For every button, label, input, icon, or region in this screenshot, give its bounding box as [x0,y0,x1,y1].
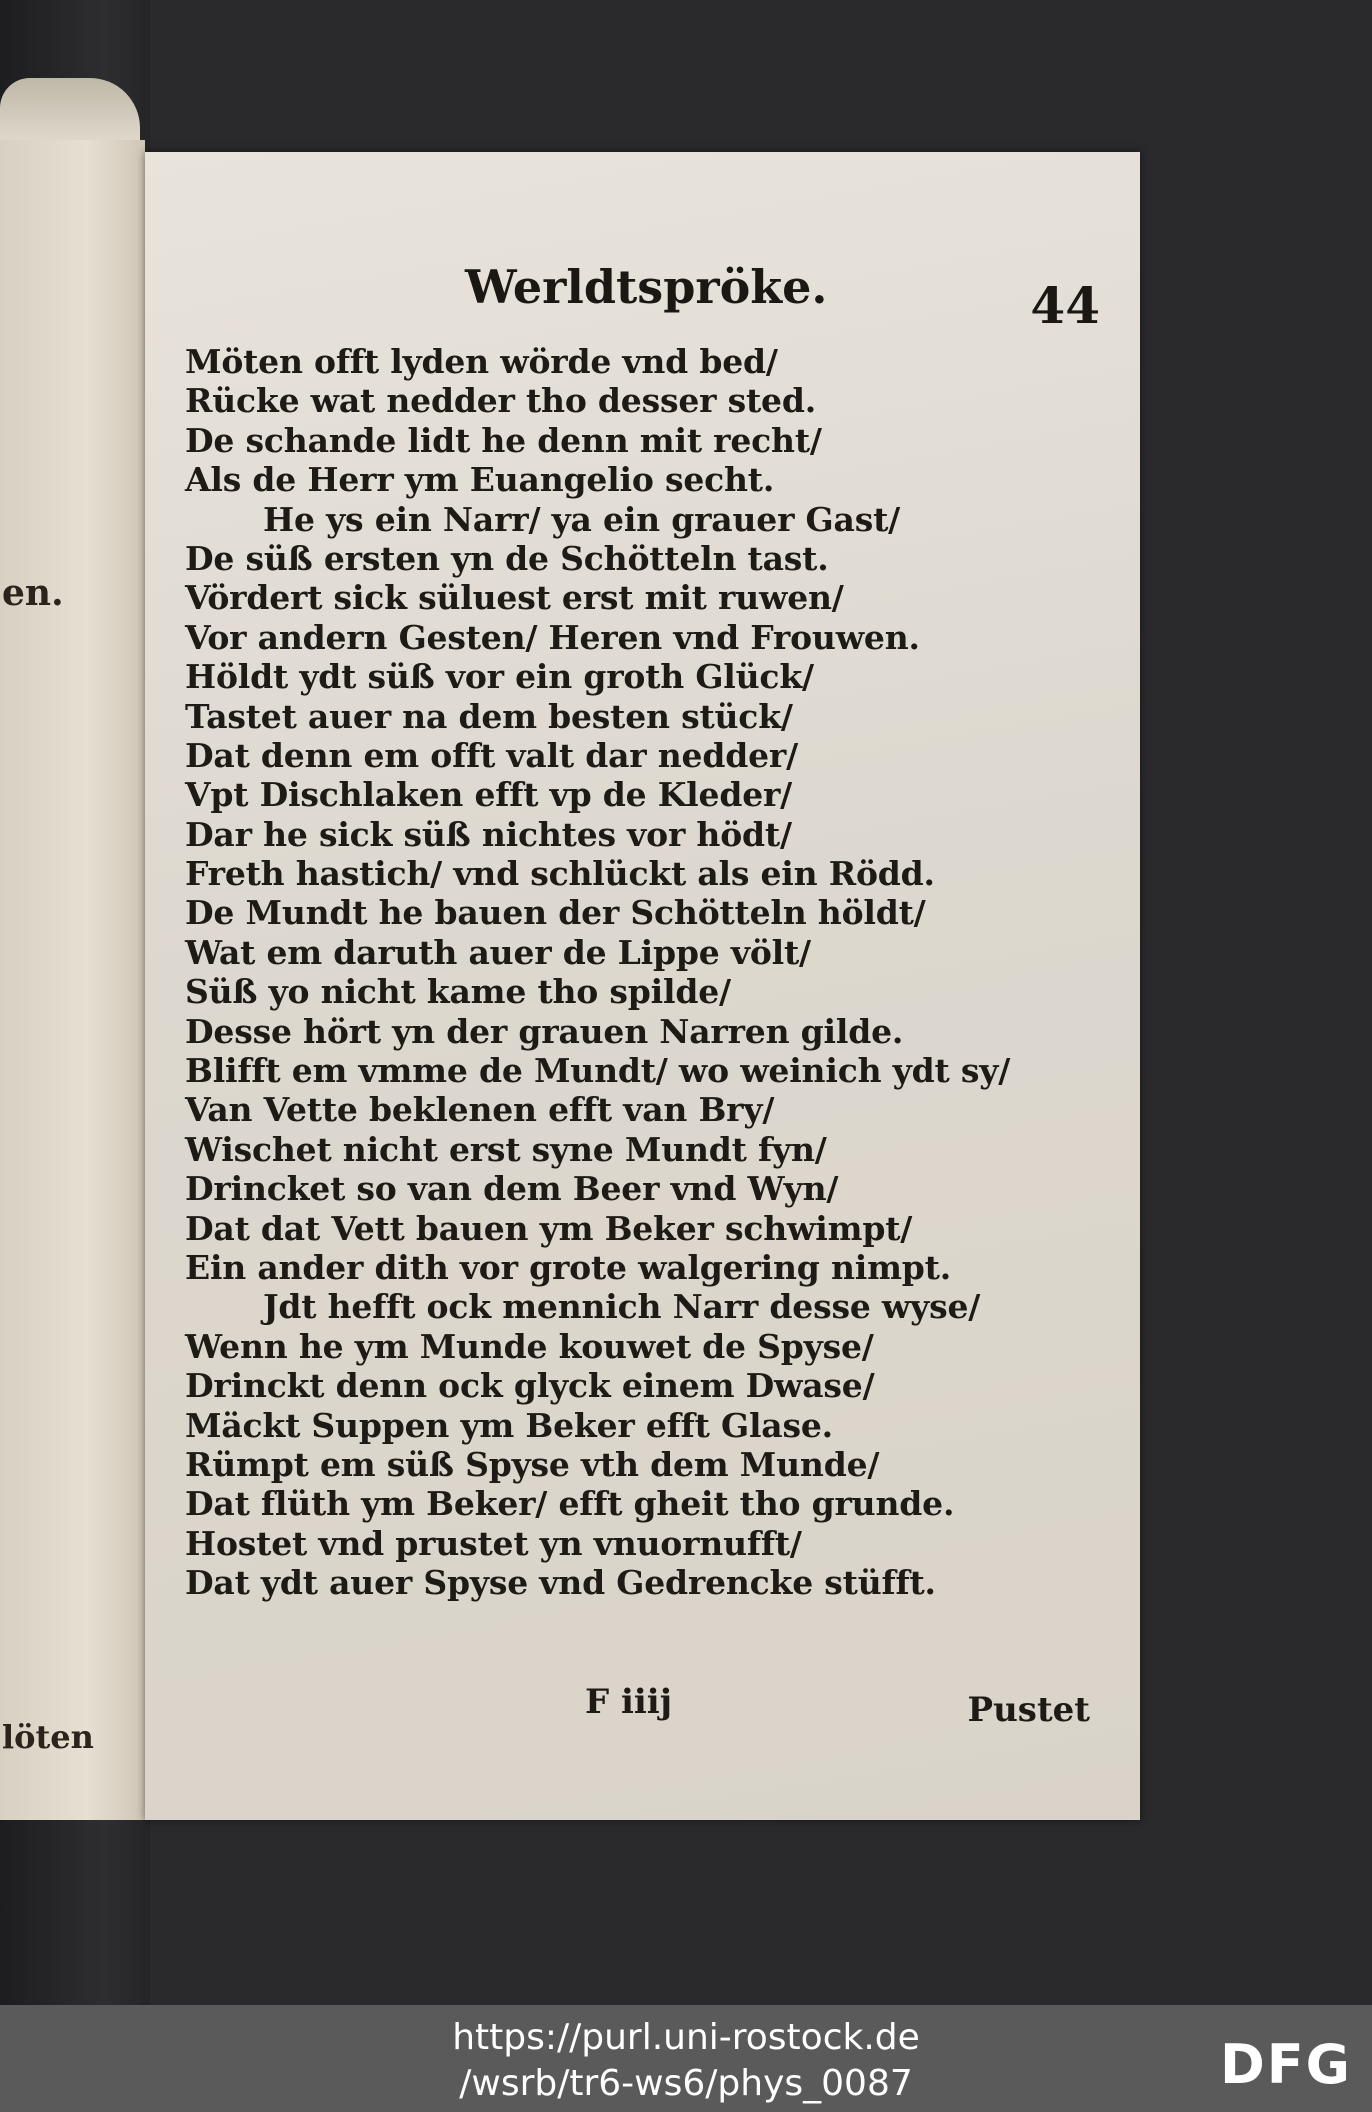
verse-line: De süß ersten yn de Schötteln tast. [185,538,829,578]
verse-line: Dat flüth ym Beker/ efft gheit tho grunde. [185,1484,955,1524]
signature-mark: F iiij [585,1682,673,1722]
verse-line: Rümpt em süß Spyse vth dem Munde/ [185,1444,880,1484]
previous-page-edge [0,140,145,1820]
catchword: Pustet [967,1690,1090,1730]
verse-line: He ys ein Narr/ ya ein grauer Gast/ [263,499,900,539]
running-title: Werldtspröke. [465,260,828,314]
verse-line: Dat ydt auer Spyse vnd Gedrencke stüfft. [185,1563,936,1603]
permalink-line-2: /wsrb/tr6-ws6/phys_0087 [459,2063,913,2104]
verse-line: Als de Herr ym Euangelio secht. [185,460,775,500]
page-number: 44 [1030,276,1100,335]
verse-line: De Mundt he bauen der Schötteln höldt/ [185,893,926,933]
verse-line: Hostet vnd prustet yn vnuornufft/ [185,1523,802,1563]
verse-line: Jdt hefft ock mennich Narr desse wyse/ [263,1287,981,1327]
verse-line: Drincket so van dem Beer vnd Wyn/ [185,1169,839,1209]
verse-line: Mäckt Suppen ym Beker efft Glase. [185,1405,833,1445]
verse-line: Wischet nicht erst syne Mundt fyn/ [185,1129,827,1169]
verse-line: Dar he sick süß nichtes vor hödt/ [185,814,792,854]
prev-page-fragment: en. [2,572,64,614]
verse-line: Van Vette beklenen efft van Bry/ [185,1090,775,1130]
verse-line: Freth hastich/ vnd schlückt als ein Rödd. [185,854,935,894]
verse-line: Vpt Dischlaken efft vp de Kleder/ [185,775,793,815]
permalink[interactable] [0,2015,1372,2107]
verse-line: Dat dat Vett bauen ym Beker schwimpt/ [185,1208,913,1248]
verse-line: Dat denn em offt valt dar nedder/ [185,735,798,775]
verse-line: Wenn he ym Munde kouwet de Spyse/ [185,1326,874,1366]
verse-line: Vor andern Gesten/ Heren vnd Frouwen. [185,617,920,657]
verse-line: Höldt ydt süß vor ein groth Glück/ [185,657,814,697]
verse-line: Rücke wat nedder tho desser sted. [185,381,817,421]
book-page [145,152,1140,1820]
verse-line: Drinckt denn ock glyck einem Dwase/ [185,1366,875,1406]
verse-line: Wat em daruth auer de Lippe völt/ [185,932,811,972]
verse-line: De schande lidt he denn mit recht/ [185,420,822,460]
verse-line: Vördert sick süluest erst mit ruwen/ [185,578,844,618]
prev-page-fragment: löten [2,1718,94,1756]
verse-line: Süß yo nicht kame tho spilde/ [185,972,731,1012]
torn-page-edge [0,78,140,148]
verse-line: Möten offt lyden wörde vnd bed/ [185,342,778,381]
permalink-line-1: https://purl.uni-rostock.de [452,2017,920,2058]
footer-bar [0,2005,1372,2112]
verse-line: Desse hört yn der grauen Narren gilde. [185,1011,904,1051]
verse-line: Blifft em vmme de Mundt/ wo weinich ydt sy/ [185,1051,1011,1091]
verse-line: Tastet auer na dem besten stück/ [185,696,793,736]
verse-block [185,342,1115,1603]
verse-line: Ein ander dith vor grote walgering nimpt. [185,1247,952,1287]
dfg-logo: DFG [1219,2033,1352,2096]
